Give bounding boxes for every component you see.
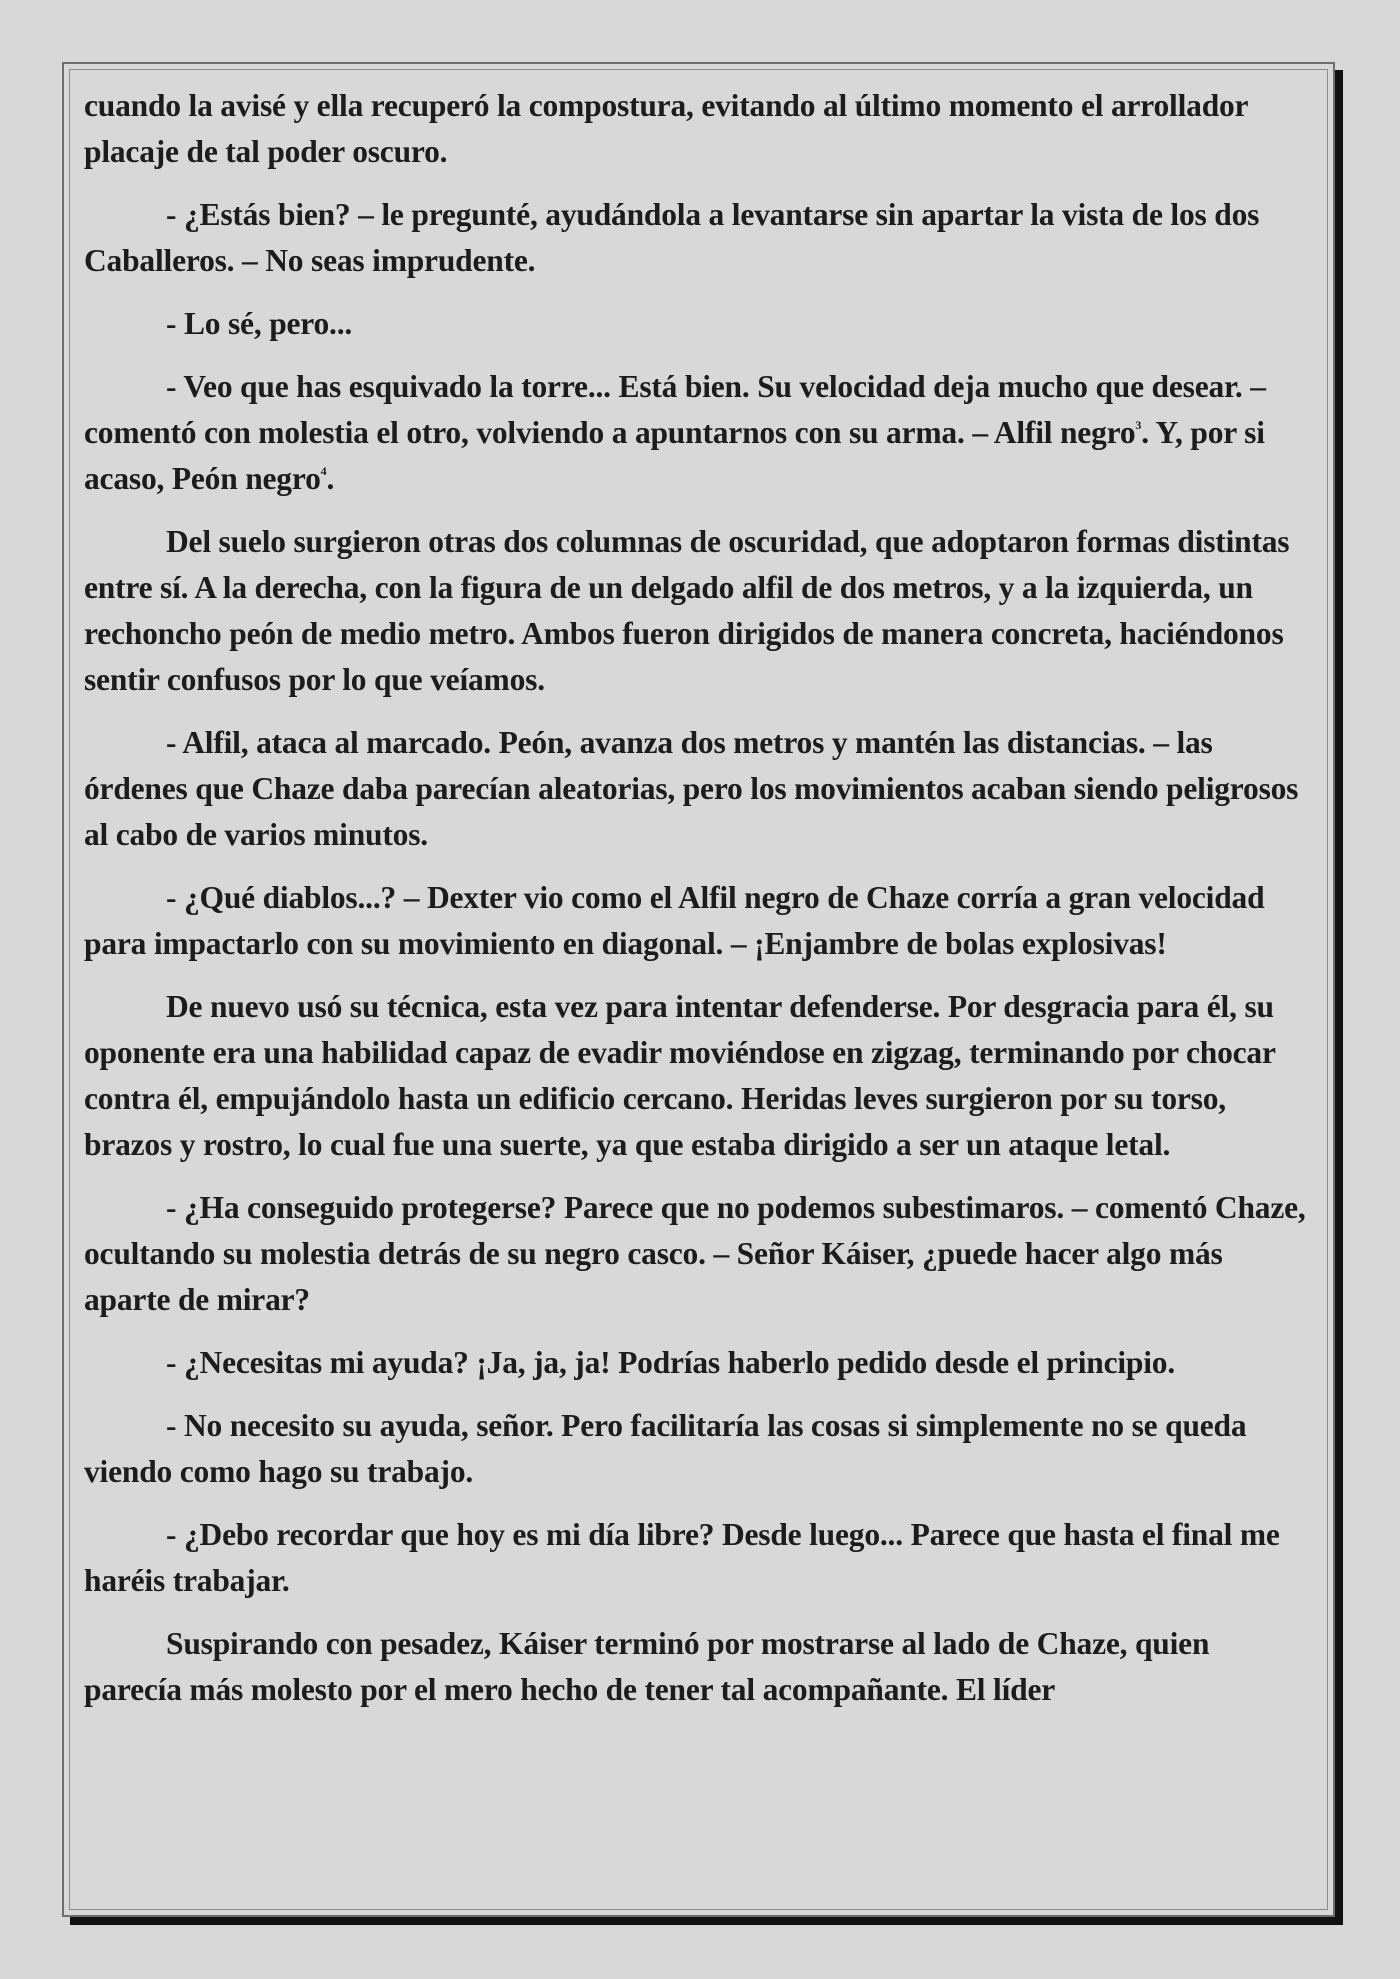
paragraph-1: cuando la avisé y ella recuperó la compostura, evitando al último momento el arrollador placaje de tal poder oscuro. xyxy=(84,88,1248,169)
footnote-ref-4[interactable]: 4 xyxy=(320,464,327,478)
page-text xyxy=(84,83,1309,1730)
paragraph-6: - Alfil, ataca al marcado. Peón, avanza dos metros y mantén las distancias. – las órdenes que Chaze daba parecían aleatorias, pero los movimientos acaban siendo peligrosos al cabo de varios minutos. xyxy=(84,725,1299,852)
paragraph-2: - ¿Estás bien? – le pregunté, ayudándola a levantarse sin apartar la vista de los dos Caballeros. – No seas imprudente. xyxy=(84,197,1260,278)
paragraph-13: Suspirando con pesadez, Káiser terminó por mostrarse al lado de Chaze, quien parecía más molesto por el mero hecho de tener tal acompañante. El líder xyxy=(84,1626,1210,1707)
paragraph-4-part-1: - Veo que has esquivado la torre... Está bien. Su velocidad deja mucho que desear. – comentó con molestia el otro, volviendo a apuntarnos con su arma. – Alfil negro xyxy=(84,369,1266,450)
paragraph-4-part-2: . Y, por si acaso, Peón negro xyxy=(84,415,1265,496)
paragraph-3: - Lo sé, pero... xyxy=(166,306,353,341)
paragraph-4 xyxy=(84,364,1309,502)
paragraph-7: - ¿Qué diablos...? – Dexter vio como el Alfil negro de Chaze corría a gran velocidad para impactarlo con su movimiento en diagonal. – ¡Enjambre de bolas explosivas! xyxy=(84,880,1265,961)
paragraph-12: - ¿Debo recordar que hoy es mi día libre? Desde luego... Parece que hasta el final me haréis trabajar. xyxy=(84,1517,1280,1598)
paragraph-4-part-3: . xyxy=(326,461,335,496)
paragraph-9: - ¿Ha conseguido protegerse? Parece que no podemos subestimaros. – comentó Chaze, ocultando su molestia detrás de su negro casco. – Señor Káiser, ¿puede hacer algo más aparte de mirar? xyxy=(84,1190,1306,1317)
paragraph-8: De nuevo usó su técnica, esta vez para intentar defenderse. Por desgracia para él, su oponente era una habilidad capaz de evadir moviéndose en zigzag, terminando por chocar contra él, empujándolo hasta un edificio cercano. Heridas leves surgieron por su torso, brazos y rostro, lo cual fue una suerte, ya que estaba dirigido a ser un ataque letal. xyxy=(84,989,1276,1162)
paragraph-10: - ¿Necesitas mi ayuda? ¡Ja, ja, ja! Podrías haberlo pedido desde el principio. xyxy=(166,1345,1176,1380)
footnote-ref-3[interactable]: 3 xyxy=(1135,418,1142,432)
paragraph-11: - No necesito su ayuda, señor. Pero facilitaría las cosas si simplemente no se queda viendo como hago su trabajo. xyxy=(84,1408,1247,1489)
paragraph-5: Del suelo surgieron otras dos columnas de oscuridad, que adoptaron formas distintas entre sí. A la derecha, con la figura de un delgado alfil de dos metros, y a la izquierda, un rechoncho peón de medio metro. Ambos fueron dirigidos de manera concreta, haciéndonos sentir confusos por lo que veíamos. xyxy=(84,524,1290,697)
